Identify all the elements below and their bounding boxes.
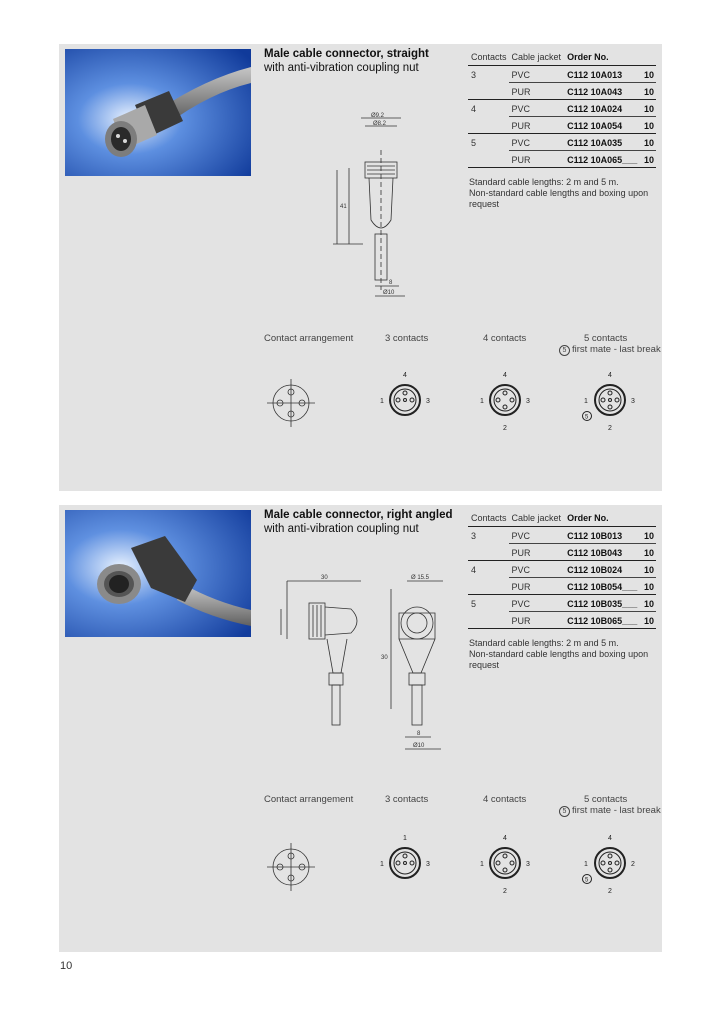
label-5-contacts: 5 contacts xyxy=(584,333,628,344)
svg-text:3: 3 xyxy=(526,861,530,868)
col-jacket: Cable jacket xyxy=(509,49,565,66)
section-right-angled-connector xyxy=(59,505,662,952)
cell-contacts: 4 xyxy=(471,103,477,114)
cell-pack: 10 xyxy=(641,612,656,629)
dim-label: 41 xyxy=(340,204,347,210)
table-row xyxy=(468,612,656,629)
dim-label: 30 xyxy=(381,655,388,661)
cell-jacket: PVC xyxy=(509,100,565,117)
cell-pack: 10 xyxy=(641,561,656,578)
table-row xyxy=(468,561,656,578)
cell-order: C112 10A013 xyxy=(564,66,641,83)
mate-symbol-icon: 5 xyxy=(559,345,570,356)
svg-text:3: 3 xyxy=(426,398,430,405)
svg-text:1: 1 xyxy=(403,835,407,842)
dim-label: 30 xyxy=(321,575,328,581)
svg-text:5: 5 xyxy=(585,877,589,884)
svg-text:4: 4 xyxy=(403,372,407,379)
cell-jacket: PUR xyxy=(509,151,565,168)
cell-contacts xyxy=(468,578,509,595)
cell-contacts xyxy=(468,544,509,561)
product-photo-straight xyxy=(65,49,251,176)
svg-text:4: 4 xyxy=(608,372,612,379)
cell-order: C112 10B024 xyxy=(564,561,641,578)
svg-text:2: 2 xyxy=(608,425,612,432)
section-title: Male cable connector, right angled xyxy=(264,509,453,521)
table-row xyxy=(468,578,656,595)
dimension-drawing-straight xyxy=(319,110,419,300)
pin-diagram-3 xyxy=(377,833,433,893)
cell-jacket: PUR xyxy=(509,83,565,100)
note-line: Standard cable lengths: 2 m and 5 m. xyxy=(469,177,619,187)
section-subtitle: with anti-vibration coupling nut xyxy=(264,523,419,535)
cell-jacket: PVC xyxy=(509,595,565,612)
mate-symbol-icon: 5 xyxy=(559,806,570,817)
label-3-contacts: 3 contacts xyxy=(385,794,429,805)
svg-text:4: 4 xyxy=(608,835,612,842)
dim-label: Ø10 xyxy=(383,290,395,296)
svg-text:4: 4 xyxy=(503,835,507,842)
section-title: Male cable connector, straight xyxy=(264,48,429,60)
table-row xyxy=(468,83,656,100)
col-contacts: Contacts xyxy=(468,49,509,66)
order-table-straight xyxy=(468,49,656,168)
section-straight-connector xyxy=(59,44,662,491)
cell-pack: 10 xyxy=(641,134,656,151)
pin-diagram-4 xyxy=(477,370,533,432)
label-4-contacts: 4 contacts xyxy=(483,794,527,805)
cell-jacket: PVC xyxy=(509,527,565,544)
cell-order: C112 10B054___ xyxy=(564,578,641,595)
dim-label: 8 xyxy=(389,280,393,286)
pin-diagram-4 xyxy=(477,833,533,895)
label-arrangement: Contact arrangement xyxy=(264,333,354,344)
col-order: Order No. xyxy=(564,49,656,66)
col-contacts: Contacts xyxy=(468,510,509,527)
notes xyxy=(469,638,659,671)
svg-text:3: 3 xyxy=(631,398,635,405)
section-title-block xyxy=(264,47,429,75)
cell-order: C112 10B043 xyxy=(564,544,641,561)
col-jacket: Cable jacket xyxy=(509,510,565,527)
table-row xyxy=(468,134,656,151)
section-subtitle: with anti-vibration coupling nut xyxy=(264,62,419,74)
svg-text:2: 2 xyxy=(503,888,507,895)
col-order: Order No. xyxy=(564,510,656,527)
cell-contacts xyxy=(468,151,509,168)
note-text: first mate - last break xyxy=(572,344,661,355)
notes xyxy=(469,177,659,210)
cell-jacket: PUR xyxy=(509,117,565,134)
svg-text:2: 2 xyxy=(503,425,507,432)
label-5-note xyxy=(559,805,661,817)
svg-text:3: 3 xyxy=(426,861,430,868)
svg-text:1: 1 xyxy=(584,861,588,868)
cell-pack: 10 xyxy=(641,66,656,83)
note-line: Standard cable lengths: 2 m and 5 m. xyxy=(469,638,619,648)
cell-jacket: PUR xyxy=(509,612,565,629)
note-line: Non-standard cable lengths and boxing upon request xyxy=(469,188,649,209)
table-row xyxy=(468,100,656,117)
cell-pack: 10 xyxy=(641,83,656,100)
cell-jacket: PVC xyxy=(509,134,565,151)
table-row xyxy=(468,66,656,83)
table-row xyxy=(468,544,656,561)
svg-text:1: 1 xyxy=(380,398,384,405)
cell-jacket: PVC xyxy=(509,66,565,83)
pin-diagram-5 xyxy=(579,833,641,895)
cell-jacket: PUR xyxy=(509,578,565,595)
pin-diagram-5 xyxy=(579,370,641,432)
table-row xyxy=(468,151,656,168)
page-number: 10 xyxy=(60,960,73,972)
cell-contacts xyxy=(468,117,509,134)
cell-contacts: 5 xyxy=(471,598,477,609)
dimension-drawing-right-angled xyxy=(271,569,471,763)
table-row xyxy=(468,595,656,612)
cell-contacts: 4 xyxy=(471,564,477,575)
label-5-note xyxy=(559,344,661,356)
table-row xyxy=(468,117,656,134)
section-title-block xyxy=(264,508,453,536)
cell-order: C112 10A024 xyxy=(564,100,641,117)
cell-jacket: PUR xyxy=(509,544,565,561)
order-table-right-angled xyxy=(468,510,656,629)
cell-contacts: 3 xyxy=(471,69,477,80)
svg-text:1: 1 xyxy=(480,398,484,405)
svg-text:4: 4 xyxy=(503,372,507,379)
cell-pack: 10 xyxy=(641,578,656,595)
dim-label: Ø10 xyxy=(413,743,425,749)
product-photo-right-angled xyxy=(65,510,251,637)
dim-label: Ø 15.5 xyxy=(411,575,430,581)
cell-order: C112 10B065___ xyxy=(564,612,641,629)
cell-order: C112 10B035___ xyxy=(564,595,641,612)
table-row xyxy=(468,527,656,544)
cell-jacket: PVC xyxy=(509,561,565,578)
svg-text:5: 5 xyxy=(585,414,589,421)
cell-pack: 10 xyxy=(641,117,656,134)
cell-pack: 10 xyxy=(641,544,656,561)
cell-order: C112 10A035 xyxy=(564,134,641,151)
label-5-contacts: 5 contacts xyxy=(584,794,628,805)
label-4-contacts: 4 contacts xyxy=(483,333,527,344)
cell-contacts xyxy=(468,612,509,629)
svg-text:2: 2 xyxy=(608,888,612,895)
svg-text:1: 1 xyxy=(480,861,484,868)
pin-diagram-3 xyxy=(377,370,433,430)
cell-order: C112 10A065___ xyxy=(564,151,641,168)
cell-contacts: 5 xyxy=(471,137,477,148)
svg-text:1: 1 xyxy=(584,398,588,405)
cell-order: C112 10A054 xyxy=(564,117,641,134)
cell-pack: 10 xyxy=(641,100,656,117)
dim-label: 8 xyxy=(417,731,421,737)
svg-text:2: 2 xyxy=(631,861,635,868)
contact-arrangement-symbol xyxy=(265,841,317,893)
cell-order: C112 10A043 xyxy=(564,83,641,100)
dim-label: Ø8.2 xyxy=(373,121,387,127)
dim-label: Ø9.2 xyxy=(371,113,385,119)
contact-arrangement-symbol xyxy=(265,377,317,429)
label-arrangement: Contact arrangement xyxy=(264,794,354,805)
label-3-contacts: 3 contacts xyxy=(385,333,429,344)
svg-text:1: 1 xyxy=(380,861,384,868)
note-line: Non-standard cable lengths and boxing upon request xyxy=(469,649,649,670)
cell-pack: 10 xyxy=(641,151,656,168)
note-text: first mate - last break xyxy=(572,805,661,816)
cell-order: C112 10B013 xyxy=(564,527,641,544)
cell-contacts: 3 xyxy=(471,530,477,541)
cell-pack: 10 xyxy=(641,527,656,544)
cell-pack: 10 xyxy=(641,595,656,612)
cell-contacts xyxy=(468,83,509,100)
svg-text:3: 3 xyxy=(526,398,530,405)
